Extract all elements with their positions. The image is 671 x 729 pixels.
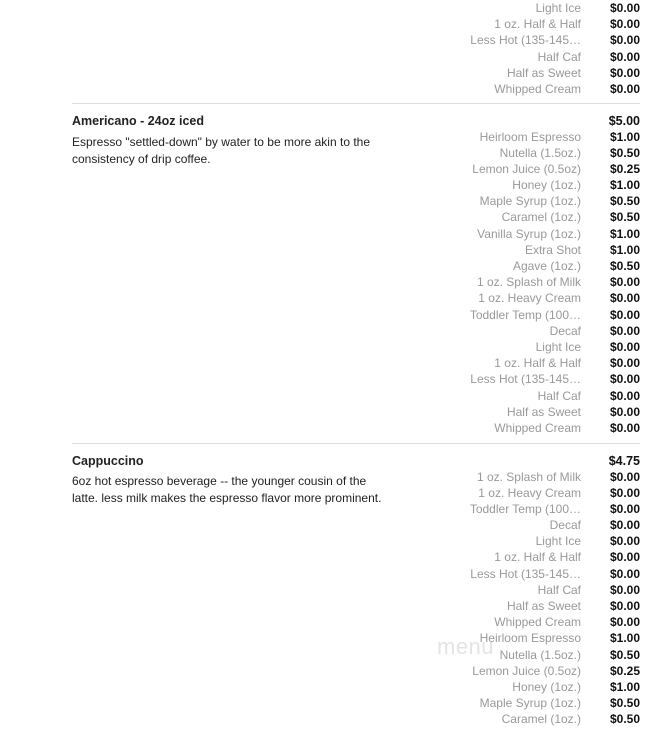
option-price: $0.00 (609, 550, 640, 565)
option-price: $0.00 (609, 615, 640, 630)
option-price: $0.00 (609, 599, 640, 613)
option-price: $1.00 (609, 631, 640, 646)
option-row (380, 65, 640, 81)
option-price: $0.50 (609, 259, 640, 273)
option-row (380, 274, 640, 290)
option-row (380, 16, 640, 32)
option-name: Caramel (1oz.) (501, 210, 581, 225)
option-price: $0.00 (609, 469, 640, 484)
option-row (380, 679, 640, 695)
item-description: 6oz hot espresso beverage -- the younger cousin of the latte. less milk makes the espresso flavor more prominent. (72, 474, 382, 505)
option-row (380, 177, 640, 193)
option-row (380, 663, 640, 679)
item-price: $5.00 (608, 114, 640, 128)
option-price: $1.00 (609, 679, 640, 694)
option-price: $0.00 (609, 420, 640, 435)
option-name: Less Hot (135-145… (470, 566, 581, 581)
option-row (380, 145, 640, 161)
option-price: $0.00 (609, 33, 640, 48)
option-row (380, 209, 640, 225)
option-price: $1.00 (609, 242, 640, 257)
option-name: Vanilla Syrup (1oz.) (477, 226, 581, 241)
option-name: 1 oz. Half & Half (494, 17, 581, 32)
option-list (380, 129, 640, 437)
option-price: $0.00 (609, 339, 640, 354)
option-name: Agave (1oz.) (512, 259, 581, 273)
option-row (380, 566, 640, 582)
option-row (380, 49, 640, 65)
option-row (380, 501, 640, 517)
item-title: Americano - 24oz iced (72, 114, 204, 128)
option-price: $0.25 (609, 663, 640, 678)
option-name: Lemon Juice (0.5oz) (472, 663, 581, 678)
option-price: $0.00 (609, 81, 640, 96)
option-row (380, 81, 640, 97)
option-name: Heirloom Espresso (479, 129, 581, 144)
option-row (380, 630, 640, 646)
item-price: $4.75 (608, 454, 640, 468)
option-name: Maple Syrup (1oz.) (479, 696, 581, 711)
option-name: Honey (1oz.) (512, 178, 581, 193)
option-name: Extra Shot (524, 242, 581, 257)
option-row (380, 290, 640, 306)
option-price: $0.00 (609, 1, 640, 15)
option-row (380, 371, 640, 387)
option-row (380, 614, 640, 630)
option-name: Decaf (549, 323, 581, 338)
option-row (380, 485, 640, 501)
option-row (380, 242, 640, 258)
option-name: Half as Sweet (506, 404, 581, 419)
option-price: $0.00 (609, 49, 640, 64)
option-row (380, 598, 640, 614)
option-row (380, 323, 640, 339)
option-row (380, 420, 640, 436)
option-row (380, 226, 640, 242)
option-price: $0.00 (609, 501, 640, 516)
watermark-logo: menu (437, 634, 495, 659)
option-name: 1 oz. Heavy Cream (478, 291, 581, 306)
option-name: 1 oz. Splash of Milk (476, 469, 581, 484)
option-price: $0.00 (609, 404, 640, 419)
option-name: Light Ice (535, 339, 581, 354)
option-name: Whipped Cream (494, 81, 581, 96)
option-price: $0.50 (609, 145, 640, 160)
option-name: Half Caf (537, 388, 581, 403)
option-name: Honey (1oz.) (512, 679, 581, 694)
option-row (380, 404, 640, 420)
option-name: Half as Sweet (506, 65, 581, 80)
item-title: Cappuccino (72, 454, 144, 468)
option-price: $0.00 (609, 534, 640, 549)
option-row (380, 711, 640, 727)
option-row (380, 517, 640, 533)
option-price: $0.00 (609, 518, 640, 533)
option-row (380, 307, 640, 323)
option-name: Caramel (1oz.) (501, 712, 581, 727)
option-name: Maple Syrup (1oz.) (479, 194, 581, 209)
option-row (380, 582, 640, 598)
option-name: Half as Sweet (506, 599, 581, 613)
option-name: Whipped Cream (494, 615, 581, 630)
menu-item-americano (72, 113, 640, 435)
option-price: $0.50 (609, 194, 640, 209)
option-list (380, 469, 640, 728)
option-row (380, 355, 640, 371)
option-price: $1.00 (609, 178, 640, 193)
option-price: $0.00 (609, 582, 640, 597)
option-price: $0.00 (609, 275, 640, 290)
option-list (380, 0, 640, 97)
option-price: $0.00 (609, 307, 640, 322)
item-description: Espresso "settled-down" by water to be more akin to the consistency of drip coffee. (72, 135, 371, 166)
option-row (380, 32, 640, 48)
option-row (380, 161, 640, 177)
option-name: Less Hot (135-145… (470, 33, 581, 48)
option-row (380, 258, 640, 274)
option-price: $0.50 (609, 696, 640, 711)
menu-item-cappuccino (72, 453, 640, 729)
option-price: $0.00 (609, 323, 640, 338)
option-name: 1 oz. Heavy Cream (478, 485, 581, 500)
option-price: $0.00 (609, 65, 640, 80)
option-name: Toddler Temp (100… (469, 501, 581, 516)
option-price: $0.00 (609, 566, 640, 581)
option-name: Heirloom Espresso (479, 631, 581, 646)
option-name: Nutella (1.5oz.) (499, 647, 581, 662)
option-name: Light Ice (535, 534, 581, 549)
option-row (380, 129, 640, 145)
option-name: Less Hot (135-145… (470, 372, 581, 387)
option-row (380, 193, 640, 209)
option-row (380, 339, 640, 355)
option-price: $0.50 (609, 712, 640, 727)
option-row (380, 388, 640, 404)
option-price: $0.50 (609, 647, 640, 662)
option-price: $1.00 (609, 129, 640, 144)
option-name: Lemon Juice (0.5oz) (472, 161, 581, 176)
option-row (380, 695, 640, 711)
option-name: Nutella (1.5oz.) (499, 145, 581, 160)
option-price: $0.25 (609, 161, 640, 176)
option-name: Half Caf (537, 49, 581, 64)
option-price: $0.00 (609, 485, 640, 500)
option-row (380, 0, 640, 16)
option-price: $0.00 (609, 17, 640, 32)
option-name: Light Ice (535, 1, 581, 15)
section-divider (72, 103, 640, 104)
section-divider (72, 443, 640, 444)
option-price: $1.00 (609, 226, 640, 241)
option-price: $0.00 (609, 372, 640, 387)
option-name: Whipped Cream (494, 420, 581, 435)
option-name: 1 oz. Splash of Milk (476, 275, 581, 290)
option-price: $0.00 (609, 356, 640, 371)
option-name: 1 oz. Half & Half (494, 356, 581, 371)
option-name: 1 oz. Half & Half (494, 550, 581, 565)
option-row (380, 469, 640, 485)
option-name: Toddler Temp (100… (469, 307, 581, 322)
option-name: Decaf (549, 518, 581, 533)
option-name: Half Caf (537, 582, 581, 597)
option-price: $0.00 (609, 388, 640, 403)
option-row (380, 533, 640, 549)
option-price: $0.00 (609, 291, 640, 306)
option-price: $0.50 (609, 210, 640, 225)
option-row (380, 549, 640, 565)
option-row (380, 647, 640, 663)
